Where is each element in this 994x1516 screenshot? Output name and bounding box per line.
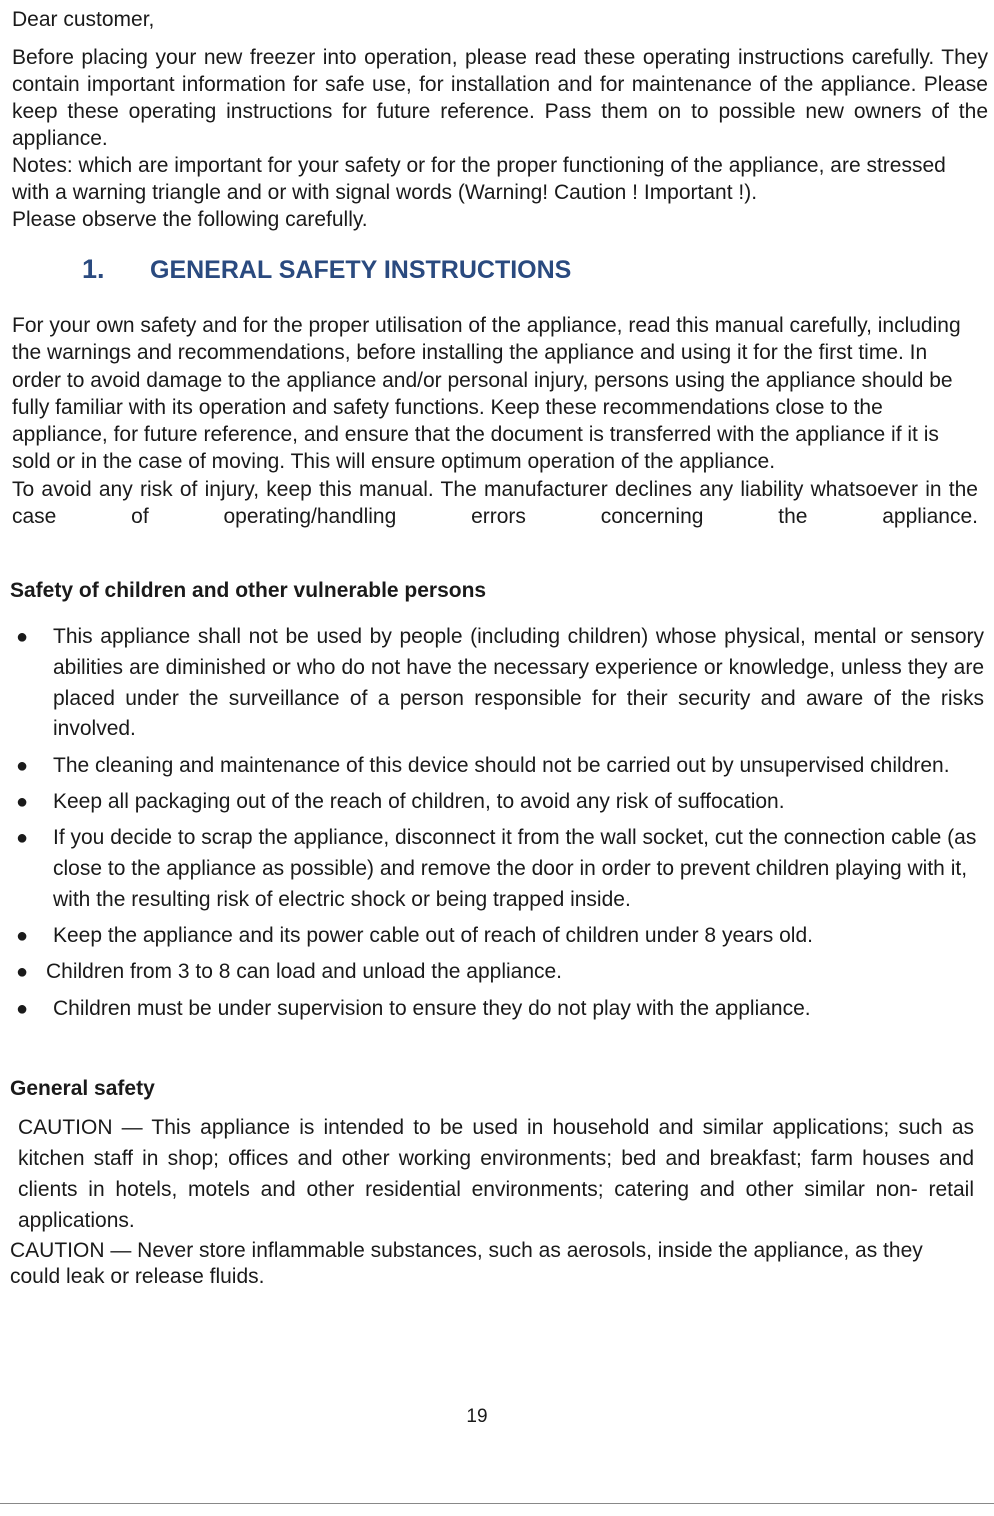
- list-item-text: Children from 3 to 8 can load and unload the appliance.: [46, 960, 563, 984]
- liability-paragraph: To avoid any risk of injury, keep this manual. The manufacturer declines any liability whatsoever in the case of operating/handling errors concerning the appliance.: [12, 477, 978, 529]
- children-safety-list: [16, 622, 984, 1030]
- page-number: 19: [466, 1406, 488, 1427]
- list-item-text: Children must be under supervision to ensure they do not play with the appliance.: [53, 996, 811, 1020]
- bullet-icon: ●: [16, 997, 29, 1020]
- caution-inflammable: CAUTION — Never store inflammable substances, such as aerosols, inside the appliance, as they could leak or release fluids.: [10, 1239, 923, 1288]
- list-item-text: If you decide to scrap the appliance, disconnect it from the wall socket, cut the connection cable (as close to the appliance as possible) and remove the door in order to prevent children playing with it, with the resulting risk of electric shock or being trapped inside.: [53, 826, 977, 911]
- list-item-text: The cleaning and maintenance of this device should not be carried out by unsupervised children.: [53, 753, 950, 777]
- bullet-icon: ●: [16, 925, 29, 948]
- section-number: 1.: [82, 254, 105, 284]
- bullet-icon: ●: [16, 827, 29, 850]
- list-item: [16, 751, 984, 782]
- intro-observe: Please observe the following carefully.: [12, 208, 368, 231]
- intro-block: [12, 44, 988, 233]
- intro-notes: Notes: which are important for your safety or for the proper functioning of the appliance, are stressed with a warning triangle and or with signal words (Warning! Caution ! Important !).: [12, 154, 946, 204]
- caution-household-use: CAUTION — This appliance is intended to be used in household and similar applications; such as kitchen staff in shop; offices and other working environments; bed and breakfast; farm houses and clients in hotels, motels and other residential environments; catering and other similar non- retail applications.: [18, 1116, 974, 1232]
- section-heading: [82, 254, 571, 285]
- list-item-text: This appliance shall not be used by people (including children) whose physical, mental or sensory abilities are diminished or who do not have the necessary experience or knowledge, unless they are placed under the surveillance of a person responsible for their security and aware of the risks involved.: [53, 625, 984, 741]
- list-item: [16, 957, 984, 988]
- section-body: [12, 312, 978, 530]
- footer-divider: [0, 1503, 994, 1504]
- list-item: [16, 994, 984, 1025]
- list-item: [16, 622, 984, 745]
- general-safety-heading: General safety: [10, 1077, 155, 1100]
- bullet-icon: ●: [16, 754, 29, 777]
- body-paragraph: For your own safety and for the proper utilisation of the appliance, read this manual carefully, including the warnings and recommendations, before installing the appliance and using it for the first time. In order to avoid damage to the appliance and/or personal injury, persons using the appliance should be fully familiar with its operation and safety functions. Keep these recommendations close to the appliance, for future reference, and ensure that the document is transferred with the appliance if it is sold or in the case of moving. This will ensure optimum operation of the appliance.: [12, 314, 961, 474]
- bullet-icon: ●: [16, 790, 29, 813]
- bullet-icon: ●: [16, 961, 29, 984]
- section-title: GENERAL SAFETY INSTRUCTIONS: [150, 256, 572, 284]
- list-item: [16, 823, 984, 915]
- list-item: [16, 787, 984, 818]
- children-safety-heading: Safety of children and other vulnerable persons: [10, 579, 487, 602]
- greeting: Dear customer,: [12, 8, 155, 31]
- bullet-icon: ●: [16, 626, 29, 648]
- list-item-text: Keep all packaging out of the reach of children, to avoid any risk of suffocation.: [53, 789, 785, 813]
- list-item: [16, 921, 984, 952]
- list-item-text: Keep the appliance and its power cable out of reach of children under 8 years old.: [53, 924, 813, 948]
- intro-paragraph: Before placing your new freezer into operation, please read these operating instructions carefully. They contain important information for safe use, for installation and for maintenance of the appliance. Please keep these operating instructions for future reference. Pass them on to possible new owners of the appliance.: [12, 46, 988, 150]
